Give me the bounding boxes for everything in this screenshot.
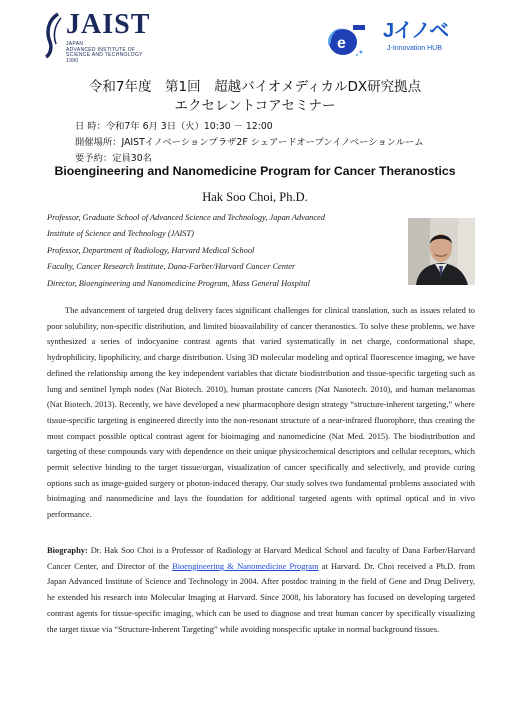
affiliation-line: Director, Bioengineering and Nanomedicine Program, Mass General Hospital <box>47 278 310 288</box>
e-innovation-badge-icon <box>323 22 367 58</box>
speaker-photo <box>408 218 475 285</box>
j-innovation-hub-logo <box>383 20 463 60</box>
affiliation-line: Professor, Graduate School of Advanced Science and Technology, Japan Advanced <box>47 213 325 222</box>
svg-text:e: e <box>337 35 346 52</box>
bioengineering-program-link[interactable]: Bioengineering & Nanomedicine Program <box>172 560 319 571</box>
biography-label: Biography: <box>47 545 88 555</box>
jaist-swoosh-icon <box>44 12 64 58</box>
affiliation-line: Institute of Science and Technology (JAIST) <box>47 229 194 239</box>
biography-text-start: Dr. Hak Soo Choi is a Professor of Radiology at Harvard Medical School and faculty of Dana Farber/Harvard Cancer Center, and Director of the <box>47 545 475 571</box>
j-innovation-logo-word: Jイノベ <box>383 20 449 42</box>
affiliation-line: Faculty, Cancer Research Institute, Dana-Farber/Harvard Cancer Center <box>47 262 296 272</box>
jaist-logo-subtext: JAPAN ADVANCED INSTITUTE OF SCIENCE AND TECHNOLOGY 1990 <box>66 41 143 64</box>
event-venue: 開催場所：JAISTイノベーションプラザ2F シェアードオープンイノベーションルーム <box>75 137 424 148</box>
jaist-logo <box>46 9 156 64</box>
seminar-title-line2: エクセレントコアセミナー <box>174 98 336 114</box>
speaker-affiliations <box>47 210 387 292</box>
affiliation-line: Professor, Department of Radiology, Harvard Medical School <box>47 245 255 255</box>
english-title: Bioengineering and Nanomedicine Program for Cancer Theranostics <box>54 164 456 178</box>
speaker-name: Hak Soo Choi, Ph.D. <box>202 190 308 204</box>
event-date: 日 時：令和7年 6月 3日（火）10:30 － 12:00 <box>75 121 273 132</box>
event-reservation: 要予約：定員30名 <box>75 153 152 164</box>
seminar-title-line1: 令和7年度 第1回 超越バイオメディカルDX研究拠点 <box>88 79 422 95</box>
biography-text-end: at Harvard. Dr. Choi received a Ph.D. from Japan Advanced Institute of Science and Technology in 2004. After postdoc training in the field of Gene and Drug Delivery, he extended his research into Molecular Imaging at Harvard. Since 2008, his laboratory has focused on developing targeted contrast agents for tissue-specific imaging, which can be used to diagnose and treat human cancer by specifically visualizing the target tissue via “Structure-Inherent Targeting” while avoiding nonspecific uptake in normal background tissues. <box>47 560 475 634</box>
j-innovation-logo-subtext: J-Innovation HUB <box>387 45 442 52</box>
abstract-paragraph: The advancement of targeted drug delivery faces significant challenges for clinical translation, such as issues related to poor solubility, non-specific distribution, and limited bioavailability of cancer theranostics. To solve these problems, we have synthesized a series of indocyanine contrast agents that varied systematically in net charge, conformational shape, hydrophilicity, lipophilicity, and charge distribution. Using 3D molecular modeling and optical fluorescence imaging, we have defined the relationship among the key independent variables that dictate biodistribution and tissue-specific targeting such as lung and sentinel lymph nodes (Nat Biotech. 2010), human prostate cancers (Nat Nanotech. 2010), and human melanomas (Nat Biotech. 2013). Recently, we have developed a new pharmacophore design strategy “structure-inherent targeting,” where tissue-specific targeting is engineered directly into the non-resonant structure of a near-infrared fluorophore, thus creating the most compact possible optical contrast agent for bioimaging and nanomedicine (Nat Med. 2015). The biodistribution and targeting of these compounds vary with dependence on their unique physicochemical descriptors and cellular receptors, which permit selective binding to the target tissue/organ, visualization of cancer specifically and selectively, and provide curing options such as image-guided surgery or photon-induced therapy. Our study solves two fundamental problems associated with bioimaging and nanomedicine and lays the foundation for additional targeted agents with optimal optical and in vivo performance. <box>47 305 475 520</box>
biography-paragraph <box>47 543 475 637</box>
jaist-logo-word: JAIST <box>66 9 151 40</box>
